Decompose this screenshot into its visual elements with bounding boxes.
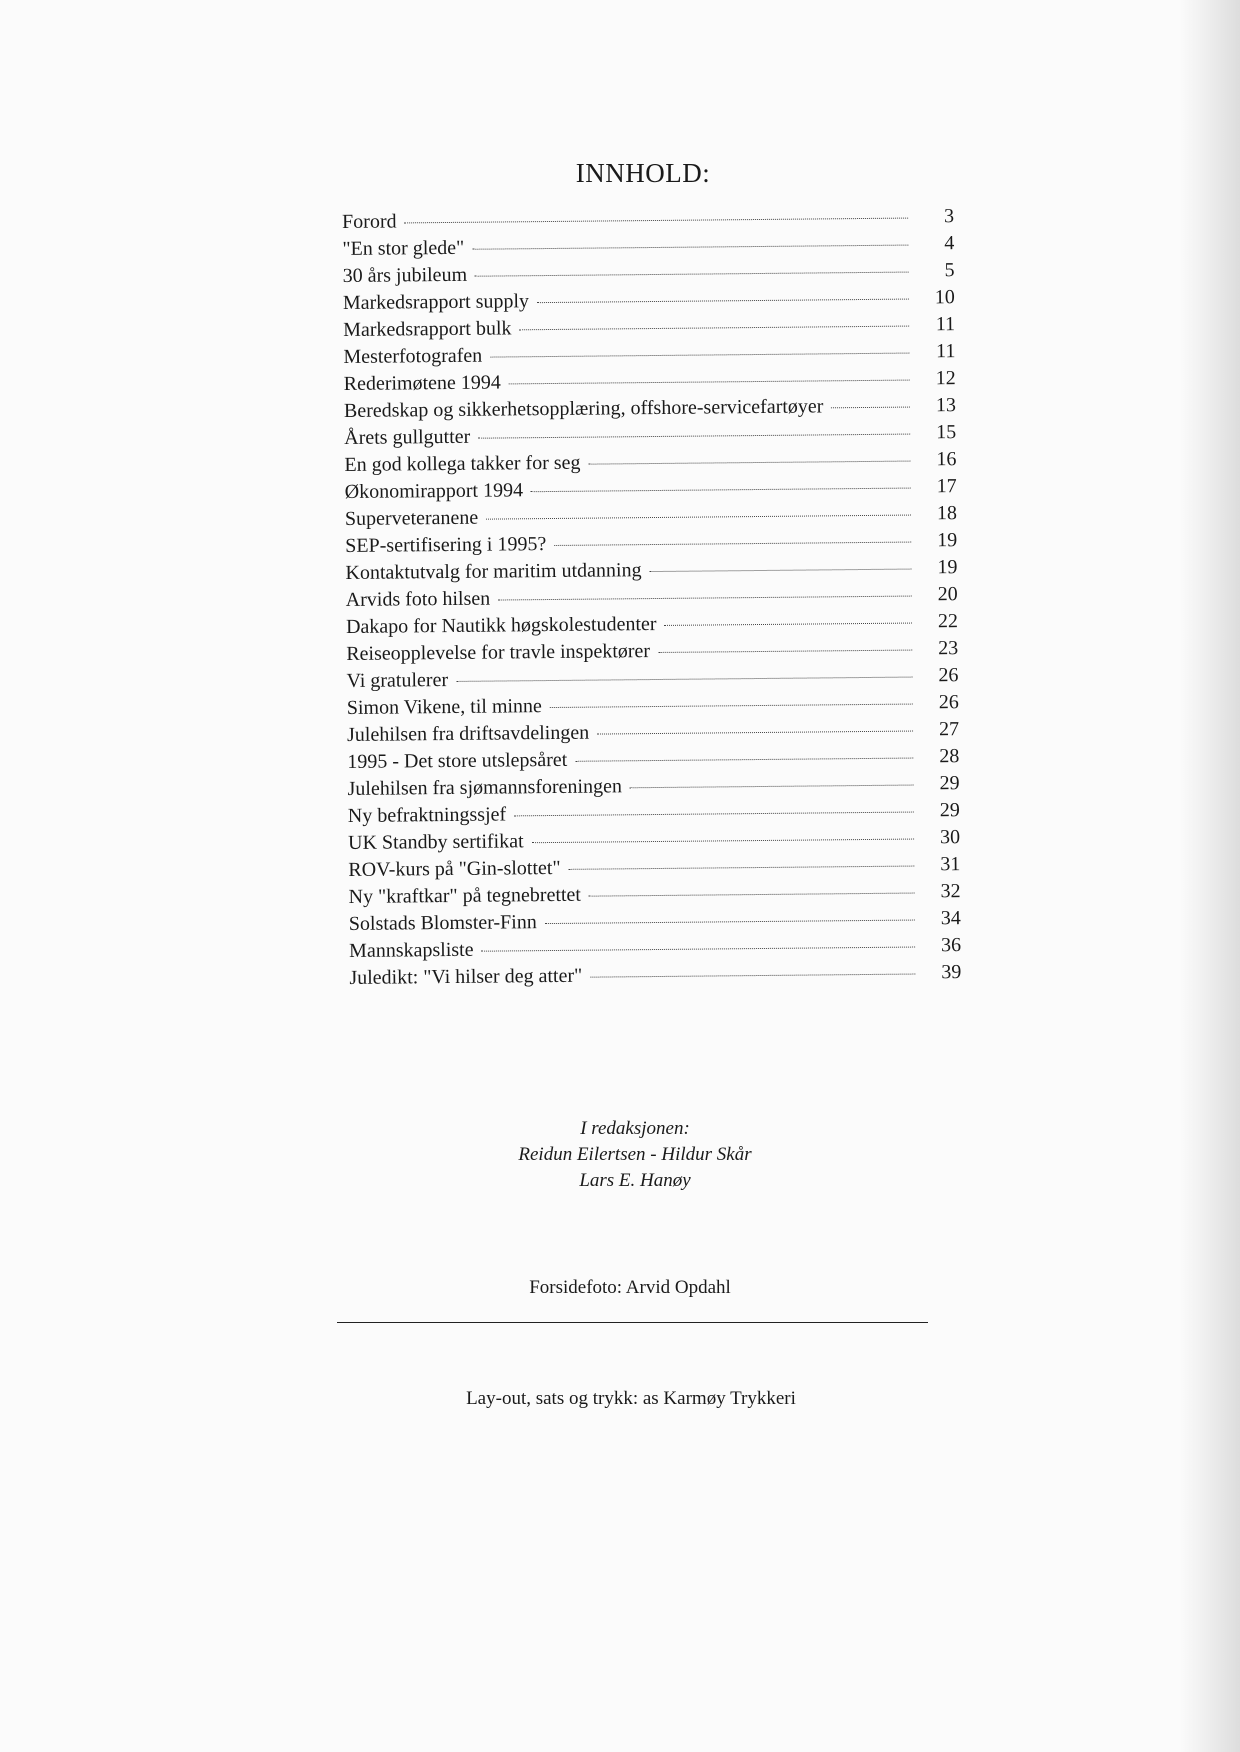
toc-entry-page: 32: [940, 880, 961, 903]
toc-entry-title: Superveteranene: [344, 506, 479, 530]
divider-rule: [337, 1322, 928, 1323]
table-of-contents: [342, 203, 961, 992]
toc-entry-page: 26: [938, 691, 959, 714]
toc-entry-page: 39: [941, 961, 962, 984]
toc-dot-leader: [514, 812, 914, 817]
printer-credit: Lay-out, sats og trykk: as Karmøy Trykkeri: [466, 1388, 796, 1409]
toc-entry-page: 28: [939, 745, 960, 768]
toc-entry-title: Forord: [342, 210, 397, 233]
editors-line-1: Reidun Eilertsen - Hildur Skår: [518, 1144, 752, 1165]
toc-entry-page: 29: [939, 772, 960, 795]
toc-dot-leader: [545, 920, 915, 925]
toc-dot-leader: [589, 893, 915, 897]
toc-entry-page: 19: [937, 529, 958, 552]
toc-dot-leader: [664, 623, 912, 626]
toc-dot-leader: [575, 758, 913, 762]
toc-dot-leader: [486, 515, 911, 520]
editors-line-2: Lars E. Hanøy: [579, 1170, 691, 1191]
toc-dot-leader: [475, 272, 909, 277]
toc-dot-leader: [650, 569, 912, 573]
toc-entry-title: Kontaktutvalg for maritim utdanning: [345, 559, 642, 584]
cover-photo-credit: Forsidefoto: Arvid Opdahl: [529, 1277, 731, 1298]
toc-entry-title: Solstads Blomster-Finn: [348, 911, 537, 935]
toc-entry-page: 3: [943, 205, 955, 228]
page-edge-shadow: [1180, 0, 1240, 1752]
toc-entry-title: Ny befraktningssjef: [347, 803, 507, 827]
toc-dot-leader: [482, 947, 916, 952]
toc-entry-title: Rederimøtene 1994: [343, 371, 501, 395]
toc-entry-title: En god kollega takker for seg: [344, 451, 581, 476]
toc-entry-page: 13: [935, 394, 957, 417]
toc-dot-leader: [456, 677, 912, 682]
toc-entry-page: 11: [936, 340, 956, 363]
toc-entry-page: 4: [944, 232, 955, 255]
toc-entry-page: 29: [939, 799, 960, 822]
page-title: INNHOLD:: [575, 158, 711, 188]
toc-entry-title: 1995 - Det store utslepsåret: [347, 748, 568, 773]
toc-dot-leader: [519, 326, 909, 331]
toc-entry-page: 31: [940, 853, 961, 876]
toc-entry-page: 5: [944, 259, 955, 282]
toc-entry-title: Reiseopplevelse for travle inspektører: [346, 640, 651, 665]
toc-dot-leader: [532, 839, 914, 844]
toc-entry-title: Ny "kraftkar" på tegnebrettet: [348, 883, 582, 908]
editors-heading: I redaksjonen:: [580, 1118, 690, 1139]
toc-entry-title: Mesterfotografen: [343, 344, 483, 368]
toc-entry-page: 26: [938, 664, 959, 687]
toc-entry-page: 10: [934, 286, 955, 309]
toc-dot-leader: [550, 704, 913, 708]
toc-entry-page: 11: [935, 313, 956, 336]
toc-entry-page: 12: [935, 367, 956, 390]
toc-entry-page: 16: [936, 448, 957, 471]
toc-dot-leader: [630, 785, 914, 789]
toc-entry-title: Økonomirapport 1994: [344, 479, 524, 503]
toc-dot-leader: [509, 380, 910, 385]
toc-dot-leader: [498, 596, 912, 601]
toc-entry-title: Vi gratulerer: [346, 669, 449, 692]
toc-entry-title: Julehilsen fra driftsavdelingen: [346, 721, 590, 746]
toc-dot-leader: [831, 407, 910, 409]
toc-dot-leader: [531, 488, 911, 493]
toc-entry-title: Julehilsen fra sjømannsforeningen: [347, 775, 623, 800]
toc-dot-leader: [590, 974, 915, 978]
toc-dot-leader: [472, 245, 908, 250]
editorial-credits: [0, 1116, 1240, 1194]
toc-entry-title: Markedsrapport supply: [342, 290, 530, 314]
toc-entry-page: 20: [937, 583, 958, 606]
toc-entry-title: SEP-sertifisering i 1995?: [345, 533, 547, 557]
toc-entry-page: 17: [936, 475, 957, 498]
toc-entry-title: Mannskapsliste: [349, 938, 474, 962]
toc-entry-title: Markedsrapport bulk: [343, 317, 512, 341]
toc-entry-page: 15: [936, 421, 957, 444]
toc-entry-page: 18: [936, 502, 958, 525]
toc-dot-leader: [405, 218, 909, 224]
toc-dot-leader: [569, 866, 915, 870]
toc-entry-page: 30: [939, 826, 961, 849]
toc-entry-page: 34: [940, 907, 961, 930]
toc-dot-leader: [597, 731, 913, 735]
toc-entry-title: Juledikt: "Vi hilser deg atter": [349, 964, 583, 989]
toc-entry-page: 36: [940, 934, 962, 957]
toc-entry-title: UK Standby sertifikat: [347, 830, 524, 854]
toc-entry-title: Beredskap og sikkerhetsopplæring, offshore-servicefartøyer: [343, 395, 824, 422]
toc-entry-title: ROV-kurs på "Gin-slottet": [348, 856, 561, 881]
toc-dot-leader: [658, 650, 912, 653]
toc-entry-page: 23: [938, 637, 959, 660]
toc-entry-title: "En stor glede": [342, 236, 465, 260]
toc-entry-page: 27: [938, 718, 960, 741]
toc-entry-page: 22: [937, 610, 959, 633]
toc-dot-leader: [554, 542, 911, 546]
toc-dot-leader: [490, 353, 909, 358]
toc-entry-title: Årets gullgutter: [344, 425, 471, 449]
toc-dot-leader: [537, 299, 909, 304]
toc-entry-title: Simon Vikene, til minne: [346, 695, 542, 719]
toc-entry-title: 30 års jubileum: [342, 263, 468, 287]
toc-entry-title: Dakapo for Nautikk høgskolestudenter: [345, 613, 657, 638]
toc-entry: [349, 959, 961, 992]
toc-entry-page: 19: [937, 556, 958, 579]
toc-dot-leader: [589, 461, 911, 465]
toc-dot-leader: [478, 434, 910, 439]
toc-entry-title: Arvids foto hilsen: [345, 587, 491, 611]
